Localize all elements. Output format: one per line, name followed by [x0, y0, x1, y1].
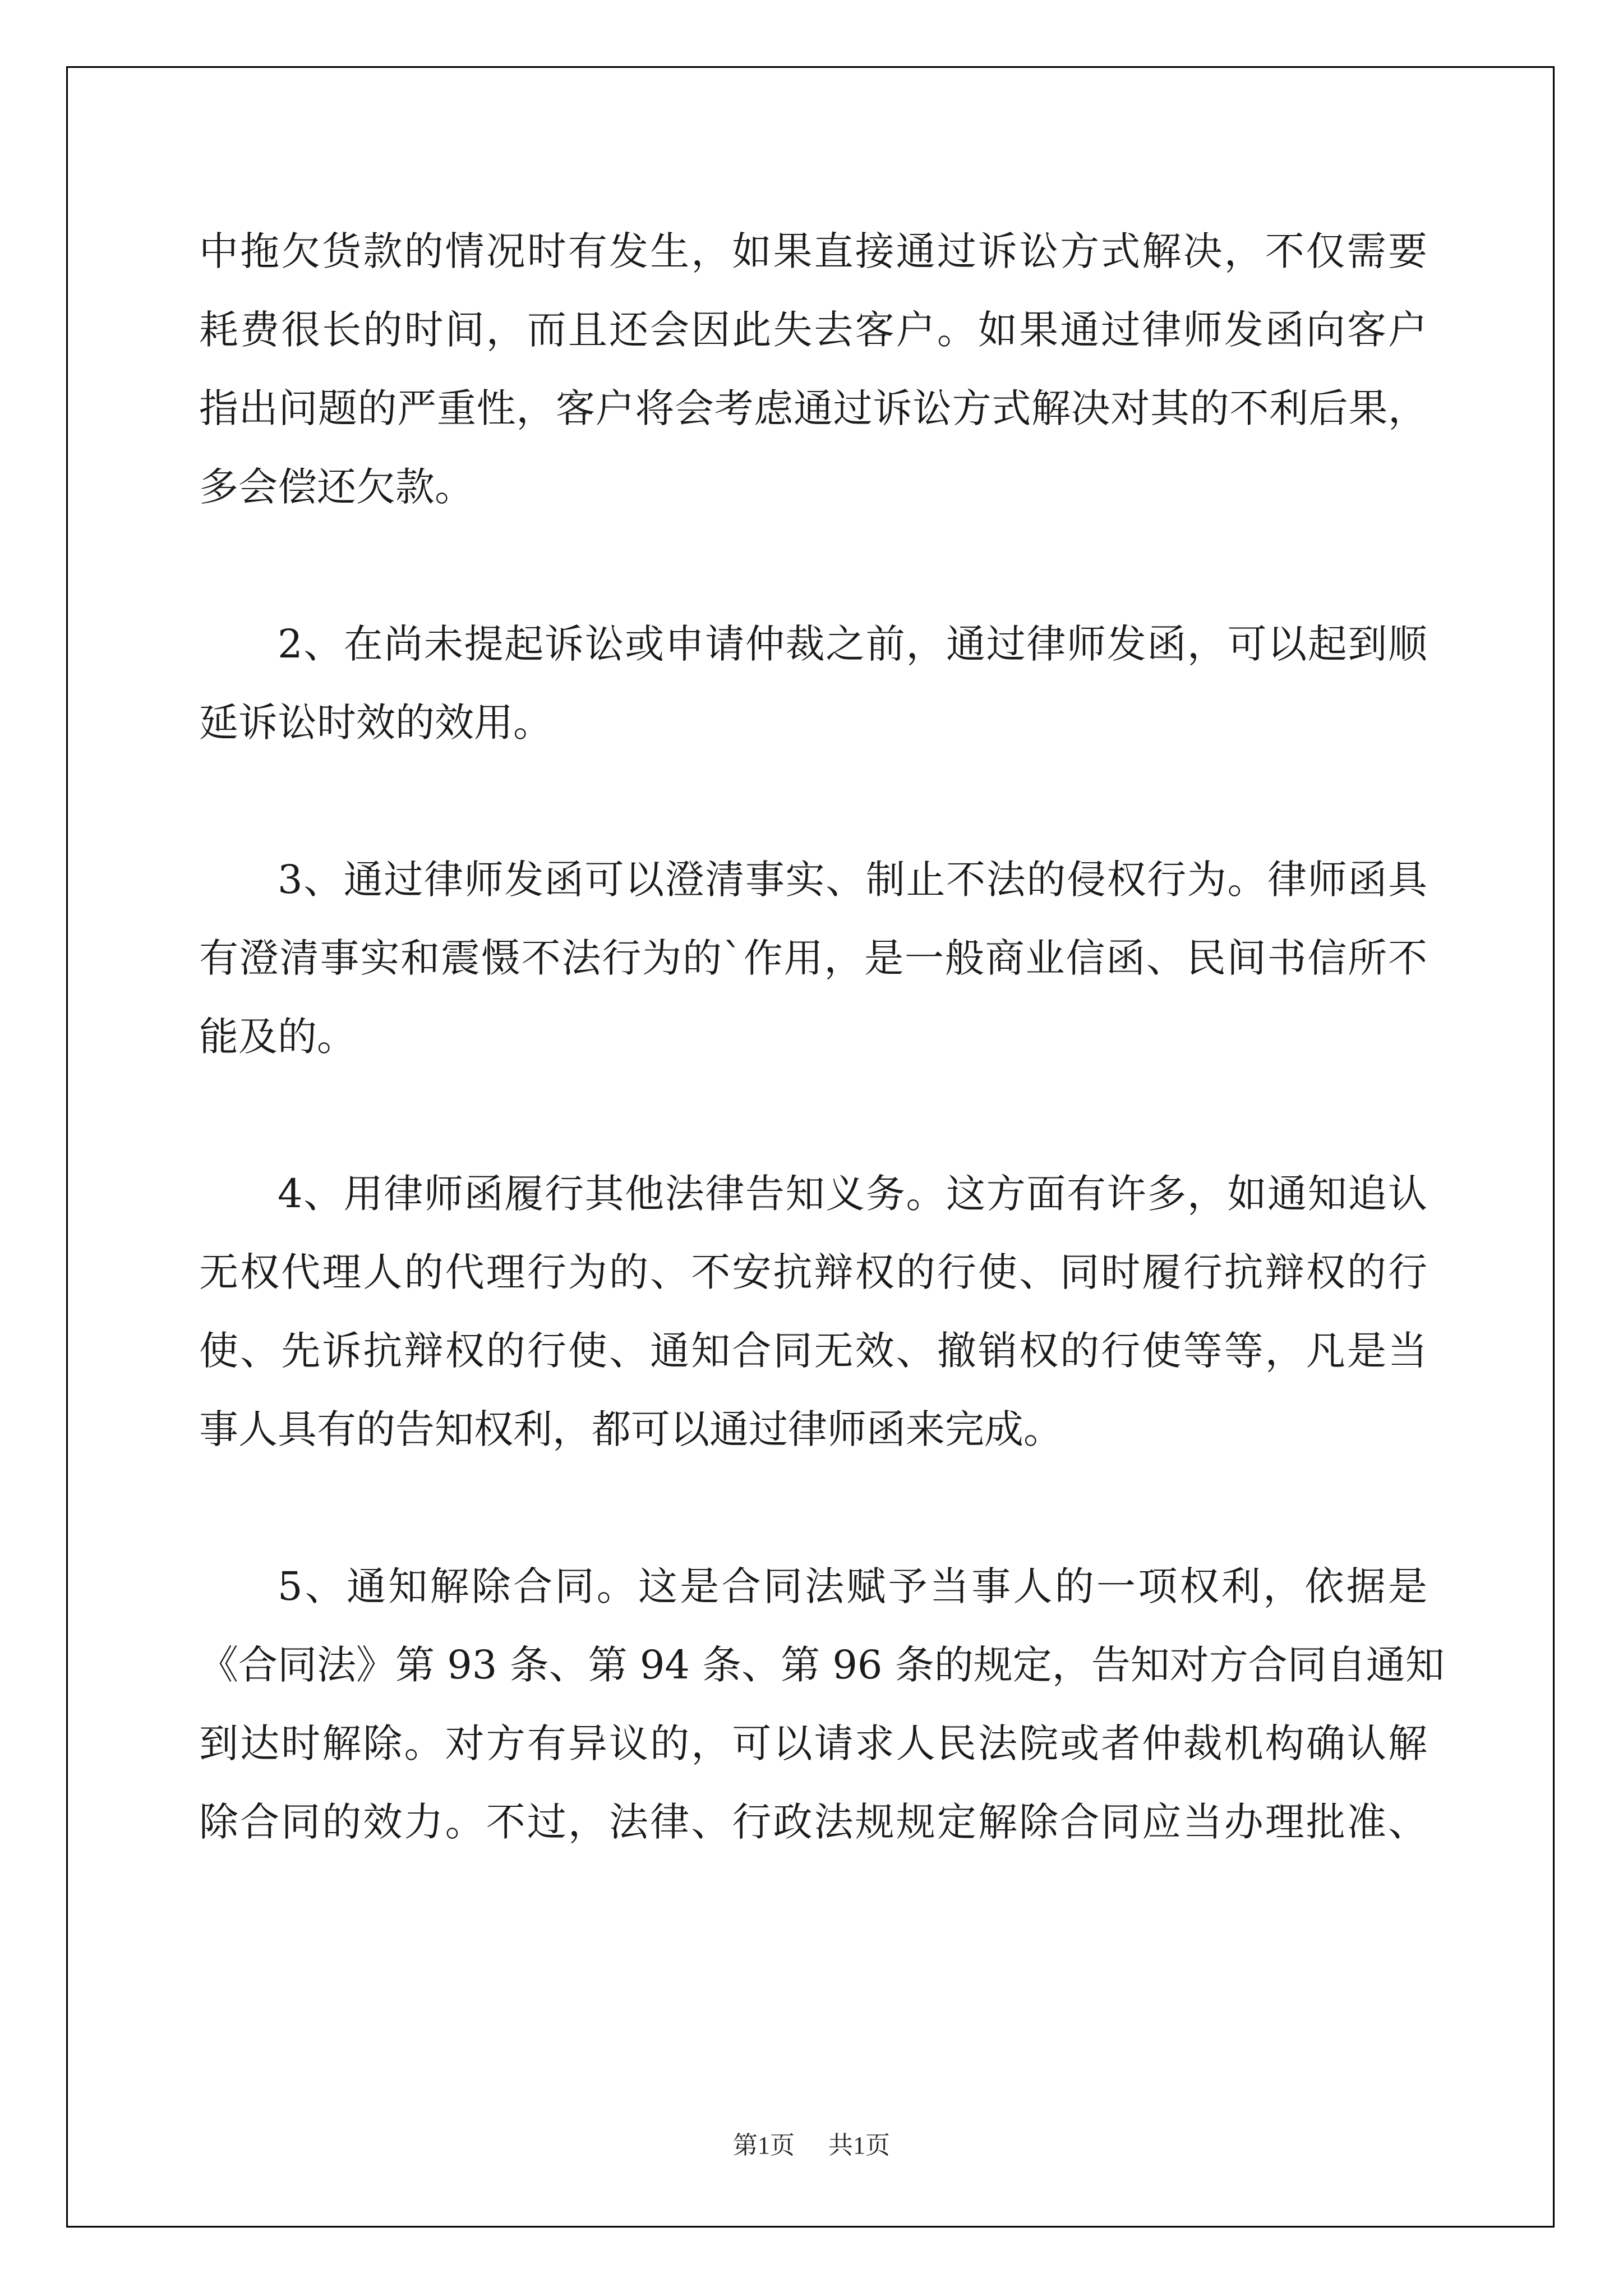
text-line: 事人具有的告知权利，都可以通过律师函来完成。	[199, 1406, 1063, 1452]
text-line: 耗费很长的时间，而且还会因此失去客户。如果通过律师发函向客户	[199, 307, 1427, 353]
paragraph	[199, 1547, 1445, 1861]
page-number: 第1页	[733, 2132, 795, 2159]
text-line: 4、用律师函履行其他法律告知义务。这方面有许多，如通知追认	[278, 1171, 1427, 1217]
text-line: 5、通知解除合同。这是合同法赋予当事人的一项权利，依据是	[278, 1563, 1427, 1609]
text-line: 能及的。	[199, 1014, 356, 1060]
document-body	[199, 212, 1445, 1861]
text-line: 多会偿还欠款。	[199, 464, 474, 510]
text-line: 到达时解除。对方有异议的，可以请求人民法院或者仲裁机构确认解	[199, 1720, 1427, 1766]
text-line: 有澄清事实和震慑不法行为的`作用，是一般商业信函、民间书信所不	[199, 935, 1427, 981]
paragraph	[199, 840, 1427, 1076]
page-total: 共1页	[828, 2132, 890, 2159]
text-line: 3、通过律师发函可以澄清事实、制止不法的侵权行为。律师函具	[278, 857, 1427, 903]
text-line: 使、先诉抗辩权的行使、通知合同无效、撤销权的行使等等，凡是当	[199, 1328, 1427, 1374]
paragraph	[199, 1154, 1427, 1469]
text-line: 除合同的效力。不过，法律、行政法规规定解除合同应当办理批准、	[199, 1799, 1427, 1845]
text-line: 中拖欠货款的情况时有发生，如果直接通过诉讼方式解决，不仅需要	[199, 228, 1427, 274]
text-line: 无权代理人的代理行为的、不安抗辩权的行使、同时履行抗辩权的行	[199, 1249, 1427, 1295]
paragraph	[199, 605, 1427, 762]
text-line: 指出问题的严重性，客户将会考虑通过诉讼方式解决对其的不利后果，	[199, 385, 1427, 431]
text-line: 延诉讼时效的效用。	[199, 700, 552, 746]
text-line: 2、在尚未提起诉讼或申请仲裁之前，通过律师发函，可以起到顺	[278, 621, 1427, 667]
paragraph	[199, 212, 1427, 526]
text-line: 《合同法》第 93 条、第 94 条、第 96 条的规定，告知对方合同自通知	[199, 1642, 1445, 1688]
page-footer	[0, 2129, 1623, 2162]
